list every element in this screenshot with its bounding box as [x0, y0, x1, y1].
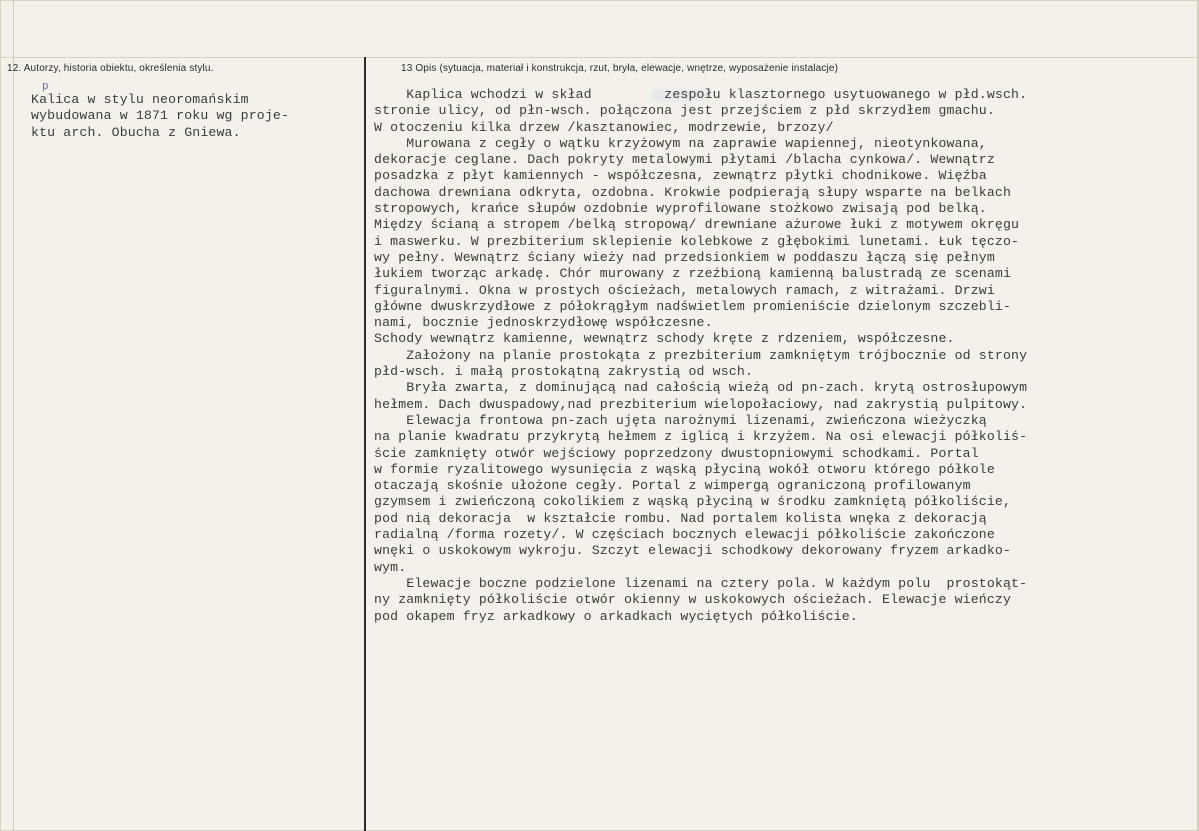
description-line: ny zamknięty półkoliście otwór okienny w uskokowych ościeżach. Elewacje wieńczy: [374, 592, 1012, 608]
description-line: pod okapem fryz arkadkowy o arkadkach wyciętych półkoliście.: [374, 608, 858, 624]
description-line: stronie ulicy, od płn-wsch. połączona jest przejściem z płd skrzydłem gmachu.: [374, 103, 995, 119]
history-line: wybudowana w 1871 roku wg proje-: [31, 108, 290, 124]
section-12-heading: 12. Autorzy, historia obiektu, określenia stylu.: [7, 63, 214, 74]
description-line: Bryła zwarta, z dominującą nad całością wieżą od pn-zach. krytą ostrosłupowym: [374, 380, 1028, 396]
description-line: hełmem. Dach dwuspadowy,nad prezbiterium wielopołaciowy, nad zakrystią pulpitowy.: [374, 396, 1028, 412]
history-text: [31, 92, 289, 141]
description-line: wym.: [374, 559, 407, 575]
history-line: ktu arch. Obucha z Gniewa.: [31, 124, 241, 140]
sheet-right-edge: [1197, 0, 1198, 831]
sheet-left-edge: [13, 0, 14, 831]
description-line: Elewacja frontowa pn-zach ujęta narożnymi lizenami, zwieńczona wieżyczką: [374, 412, 987, 428]
description-line: radialną /forma rozety/. W częściach bocznych elewacji półkoliście zakończone: [374, 527, 995, 543]
description-line: dachowa drewniana odkryta, ozdobna. Krokwie podpierają słupy wsparte na belkach: [374, 184, 1012, 200]
description-line: łukiem tworząc arkadę. Chór murowany z rzeźbioną kamienną balustradą ze scenami: [374, 266, 1012, 282]
history-line: Kalica w stylu neoromańskim: [31, 92, 249, 107]
description-line: na planie kwadratu przykrytą hełmem z iglicą i krzyżem. Na osi elewacji półkoliś-: [374, 429, 1028, 445]
description-line: gzymsem i zwieńczoną cokolikiem z wąską płyciną w środku zamkniętą półkoliście,: [374, 494, 1012, 510]
description-line: nami, bocznie jednoskrzydłowę współczesne.: [374, 315, 713, 331]
description-line: płd-wsch. i małą prostokątną zakrystią od wsch.: [374, 364, 753, 380]
description-line: Murowana z cegły o wątku krzyżowym na zaprawie wapiennej, nieotynkowana,: [374, 135, 987, 151]
description-line: posadzka z płyt kamiennych - współczesna, zewnątrz płytki chodnikowe. Więźba: [374, 168, 987, 184]
column-divider: [364, 57, 366, 831]
description-text: [374, 87, 1027, 625]
description-line: otaczają skośnie ułożone cegły. Portal z wimpergą ograniczoną profilowanym: [374, 478, 971, 494]
description-line: stropowych, krańce słupów ozdobnie wyprofilowane stożkowo zwisają pod belką.: [374, 201, 987, 217]
header-divider: [0, 57, 1199, 58]
description-line: Schody wewnątrz kamienne, wewnątrz schody kręte z rdzeniem, współczesne.: [374, 331, 955, 347]
description-line: Kaplica wchodzi w skład zespołu klasztornego usytuowanego w płd.wsch.: [374, 87, 1028, 102]
description-line: w formie ryzalitowego wysunięcia z wąską płyciną wokół otworu którego półkole: [374, 461, 995, 477]
description-line: Elewacje boczne podzielone lizenami na cztery pola. W każdym polu prostokąt-: [374, 575, 1028, 591]
description-line: wnęki o uskokowym wykroju. Szczyt elewacji schodkowy dekorowany fryzem arkadko-: [374, 543, 1012, 559]
description-line: i maswerku. W prezbiterium sklepienie kolebkowe z głębokimi lunetami. Łuk tęczo-: [374, 233, 1020, 249]
handwritten-insert: p: [42, 81, 49, 93]
description-line: pod nią dekoracja w kształcie rombu. Nad portalem kolista wnęka z dekoracją: [374, 510, 987, 526]
section-13-heading: 13 Opis (sytuacja, materiał i konstrukcja, rzut, bryła, elewacje, wnętrze, wyposażenie instalacje): [401, 63, 839, 74]
description-line: Założony na planie prostokąta z prezbiterium zamkniętym trójbocznie od strony: [374, 347, 1028, 363]
description-line: dekoracje ceglane. Dach pokryty metalowymi płytami /blacha cynkowa/. Wewnątrz: [374, 152, 995, 168]
description-line: figuralnymi. Okna w prostych ościeżach, metalowych ramach, z witrażami. Drzwi: [374, 282, 995, 298]
description-line: ście zamknięty otwór wejściowy poprzedzony dwustopniowymi schodkami. Portal: [374, 445, 979, 461]
description-line: główne dwuskrzydłowe z półokrągłym nadświetlem promieniście dzielonym szczebli-: [374, 298, 1012, 314]
description-line: Między ścianą a stropem /belką stropową/ drewniane ażurowe łuki z motywem okręgu: [374, 217, 1020, 233]
description-line: W otoczeniu kilka drzew /kasztanowiec, modrzewie, brzozy/: [374, 119, 834, 135]
description-line: wy pełny. Wewnątrz ściany wieży nad przedsionkiem w poddaszu łączą się pełnym: [374, 249, 995, 265]
